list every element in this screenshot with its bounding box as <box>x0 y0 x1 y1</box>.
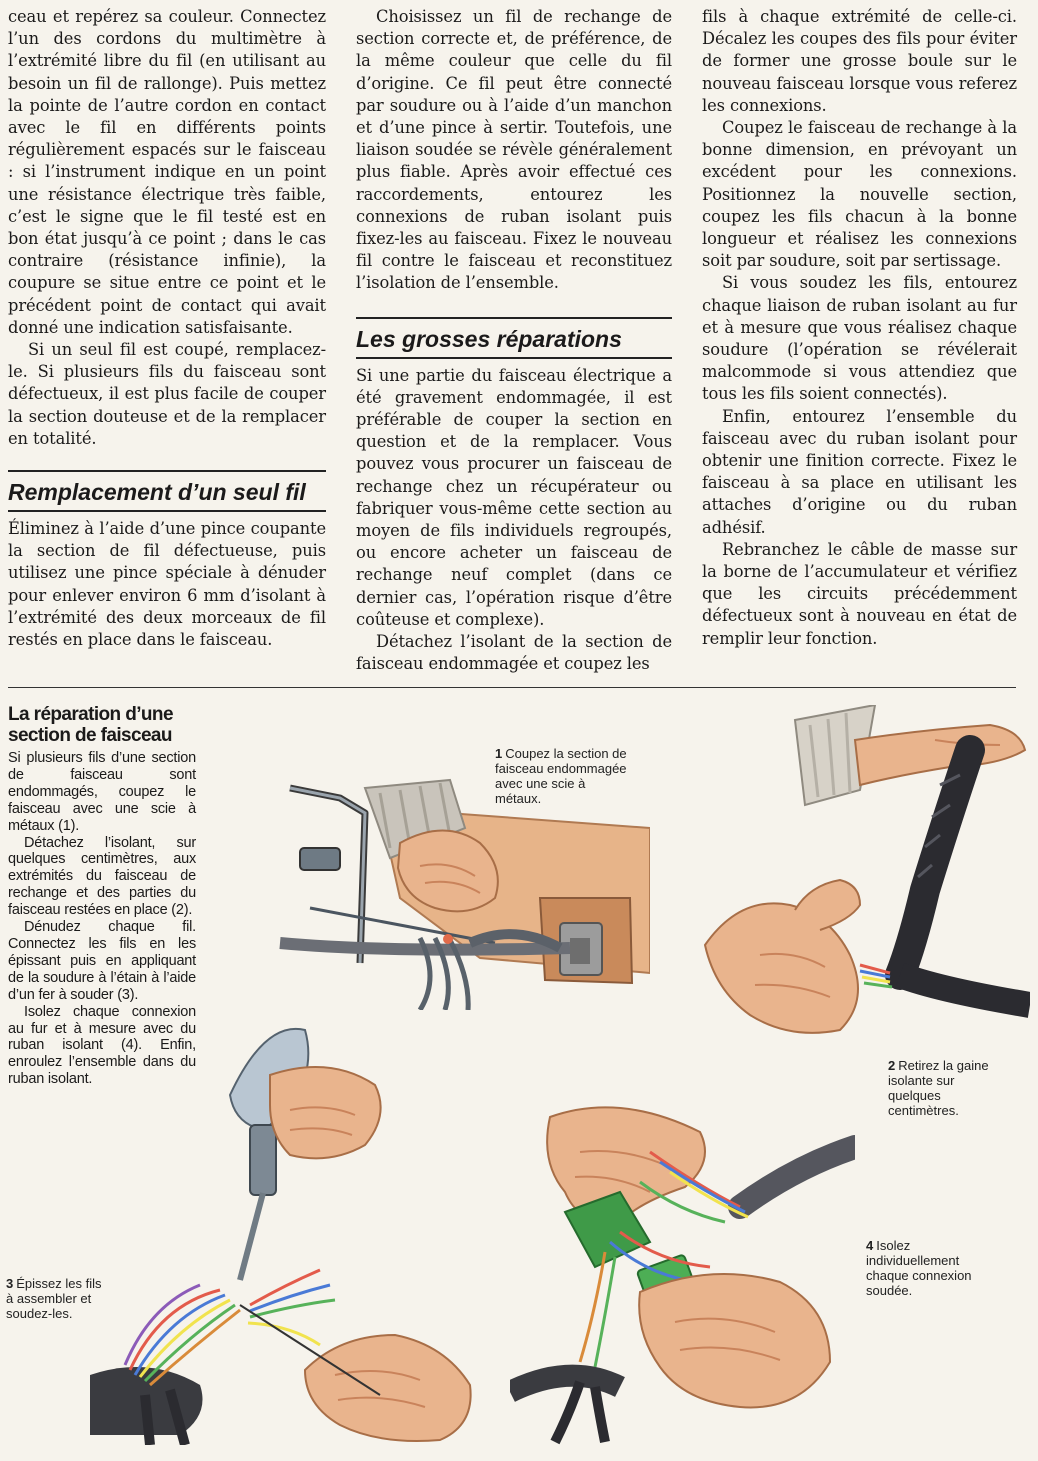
sidebar-title: La réparation d’une section de faisceau <box>8 704 173 746</box>
paragraph: Si une partie du faisceau électrique a été gravement endommagée, il est préférable de couper la section en question et de la remplacer. Vous pouvez vous procurer un faisceau de rechange chez un récupérateur ou fabriquer vous-même cette section au moyen de fils individuels regroupés, ou encore acheter un faisceau de rechange neuf complet (dans ce dernier cas, l’opération risque d’être coûteuse et complexe). <box>356 365 672 629</box>
text-column-1 <box>8 6 326 651</box>
illustration-insulating-tape <box>510 1092 855 1447</box>
section-heading-major-repairs: Les grosses réparations <box>356 317 672 359</box>
caption-number: 1 <box>495 746 503 761</box>
sidebar-paragraph: Détachez l’isolant, sur quelques centimètres, aux extrémités du faisceau de rechange et des parties du faisceau restées en place (2). <box>8 834 196 919</box>
paragraph: ceau et repérez sa couleur. Connectez l’un des cordons du multimètre à l’extrémité libre du fil (en utilisant au besoin un fil de rallonge). Puis mettez la pointe de l’autre cordon en contact avec le fil en différents points régulièrement espacés sur le faisceau : si l’instrument indique en un point une résistance électrique très faible, c’est le signe que le fil testé est en bon état jusqu’à ce point ; dans le cas contraire (résistance infinie), la coupure se situe entre ce point et le précédent point de contact qui avait donné une indication satisfaisante. <box>8 7 326 337</box>
sidebar-paragraph: Isolez chaque connexion au fur et à mesure avec du ruban isolant (4). Enfin, enroulez l’ensemble dans du ruban isolant. <box>8 1003 196 1088</box>
sidebar-paragraph: Dénudez chaque fil. Connectez les fils en les épissant puis en appliquant de la soudure à l’étain à l’aide d’un fer à souder (3). <box>8 919 196 1003</box>
caption-number: 3 <box>6 1276 14 1291</box>
caption-text: Isolez individuellement chaque connexion soudée. <box>866 1238 972 1298</box>
caption-number: 2 <box>888 1058 896 1073</box>
horizontal-divider <box>8 687 1016 688</box>
caption-4 <box>866 1238 991 1298</box>
caption-text: Coupez la section de faisceau endommagée avec une scie à métaux. <box>495 746 627 806</box>
paragraph: Rebranchez le câble de masse sur la borne de l’accumulateur et vérifiez que les circuits précédemment défectueux sont à nouveau en état de remplir leur fonction. <box>702 539 1017 648</box>
illustration-strip-sheath <box>700 705 1030 1040</box>
caption-2 <box>888 1058 998 1118</box>
section-heading-single-wire: Remplacement d’un seul fil <box>8 470 326 512</box>
paragraph: Détachez l’isolant de la section de faisceau endommagée et coupez les <box>356 632 672 674</box>
paragraph: Choisissez un fil de rechange de section correcte et, de préférence, de la même couleur que celle du fil d’origine. Ce fil peut être connecté par soudure ou à l’aide d’un manchon et d’une pince à sertir. Toutefois, une liaison soudée se révèle généralement plus fiable. Après avoir effectué ces raccordements, entourez les connexions de ruban isolant puis fixez-les au faisceau. Fixez le nouveau fil contre le faisceau et reconstituez l’isolation de l’ensemble. <box>356 7 672 293</box>
caption-1 <box>495 746 635 806</box>
illustration-soldering <box>90 1015 475 1445</box>
paragraph: fils à chaque extrémité de celle-ci. Décalez les coupes des fils pour éviter de former une grosse boule sur le nouveau faisceau lorsque vous referez les connexions. <box>702 7 1017 115</box>
paragraph: Éliminez à l’aide d’une pince coupante la section de fil défectueuse, puis utilisez une pince spéciale à dénuder pour enlever environ 6 mm d’isolant à l’extrémité des deux morceaux de fil restés en place dans le faisceau. <box>8 519 326 650</box>
paragraph: Enfin, entourez l’ensemble du faisceau avec du ruban isolant pour obtenir une finition correcte. Fixez le faisceau à sa place en utilisant les attaches d’origine ou du ruban adhésif. <box>702 406 1017 537</box>
paragraph: Si un seul fil est coupé, remplacez-le. Si plusieurs fils du faisceau sont défectueux, il est plus facile de couper la section douteuse et de la remplacer en totalité. <box>8 340 326 448</box>
text-column-3 <box>702 6 1017 650</box>
caption-number: 4 <box>866 1238 874 1253</box>
caption-text: Épissez les fils à assembler et soudez-les. <box>6 1276 102 1321</box>
text-column-2 <box>356 6 672 675</box>
sidebar-paragraph: Si plusieurs fils d’une section de faisceau sont endommagés, coupez le faisceau avec une scie à métaux (1). <box>8 750 196 834</box>
paragraph: Coupez le faisceau de rechange à la bonne dimension, en prévoyant un excédent pour les connexions. Positionnez la nouvelle section, coupez les fils chacun à la bonne longueur et réalisez les connexions soit par soudure, soit par sertissage. <box>702 118 1017 271</box>
paragraph: Si vous soudez les fils, entourez chaque liaison de ruban isolant au fur et à mesure que vous réalisez chaque soudure (l’opération se révélerait malcommode si vous attendiez que tous les fils soient connectés). <box>702 273 1017 404</box>
caption-3 <box>6 1276 106 1321</box>
caption-text: Retirez la gaine isolante sur quelques centimètres. <box>888 1058 989 1118</box>
